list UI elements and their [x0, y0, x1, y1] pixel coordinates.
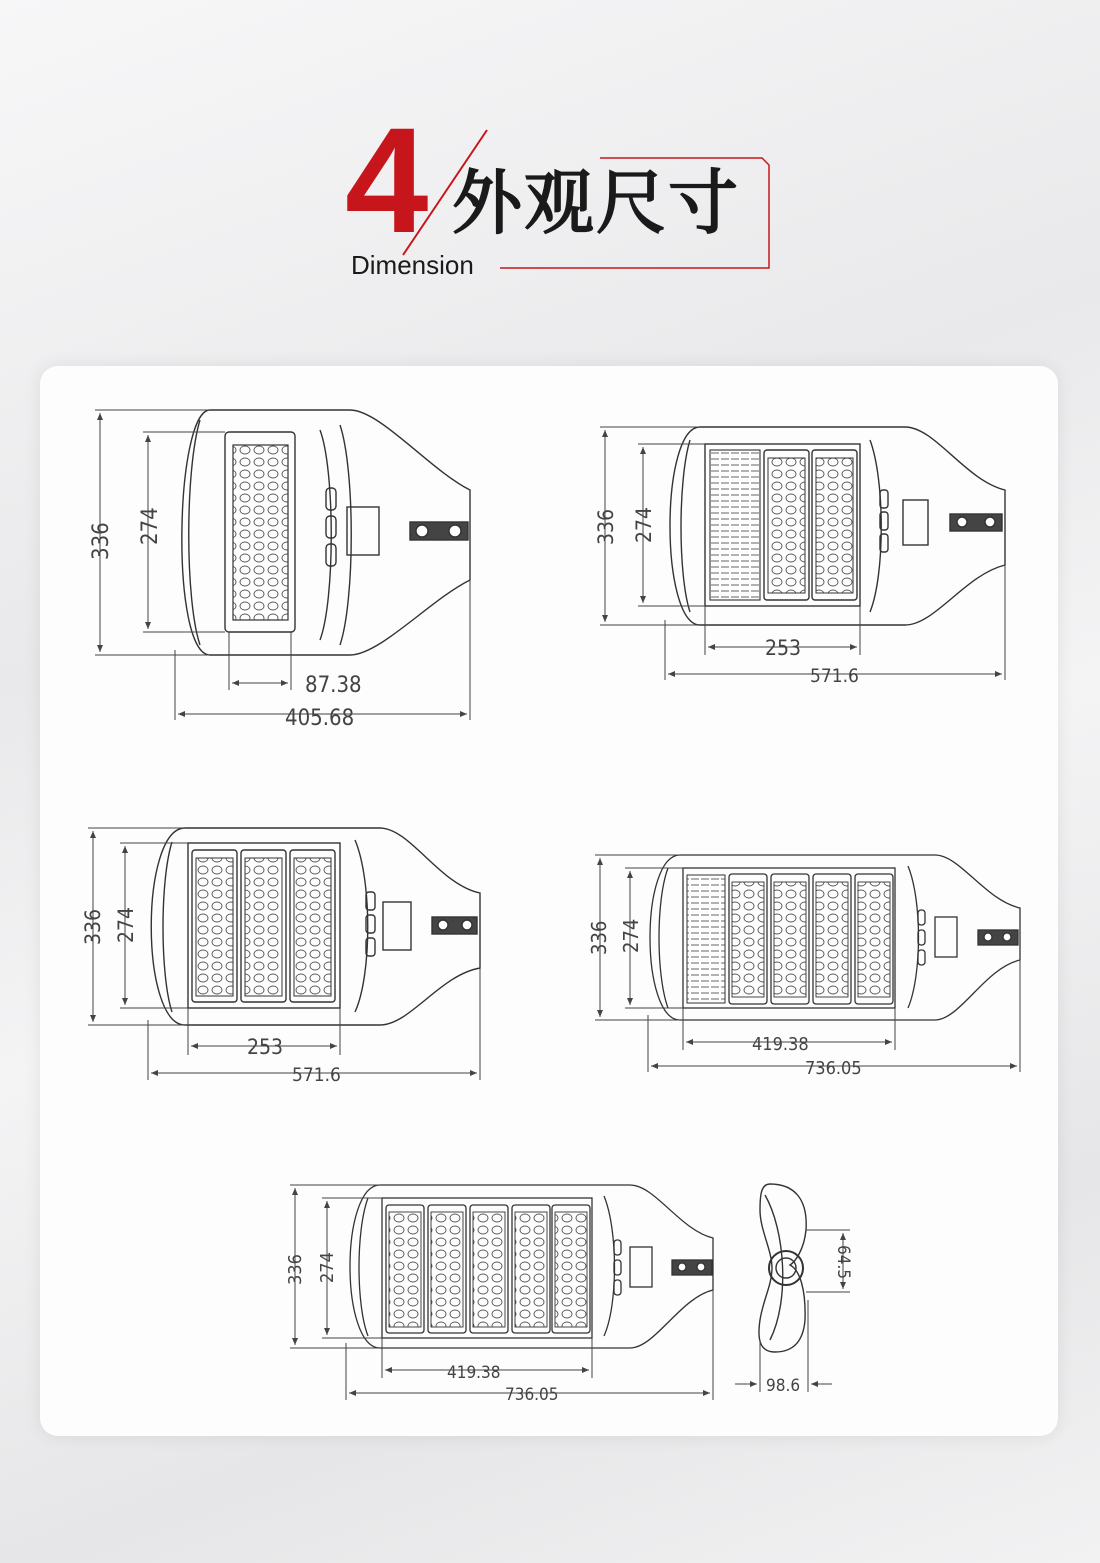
dim-height-outer-5: 336: [285, 1254, 306, 1285]
drawing-model-5: [290, 1185, 713, 1400]
dim-module-width-1: 87.38: [305, 673, 362, 698]
section-number: 4: [345, 96, 425, 264]
dim-height-inner-5: 274: [317, 1252, 338, 1283]
dim-height-outer-4: 336: [587, 920, 611, 955]
dim-height-outer-1: 336: [89, 522, 114, 560]
dim-overall-width-5: 736.05: [505, 1385, 559, 1405]
dim-mount-length: 98.6: [766, 1376, 801, 1396]
dim-module-width-3: 253: [247, 1035, 284, 1059]
drawing-model-2: [600, 427, 1005, 680]
dim-module-width-2: 253: [765, 636, 802, 660]
section-subtitle: Dimension: [351, 250, 474, 280]
drawing-side-view: [735, 1184, 850, 1392]
dim-height-inner-2: 274: [632, 506, 656, 543]
dim-overall-width-1: 405.68: [285, 706, 355, 731]
drawing-model-1: [95, 410, 470, 720]
dim-height-outer-3: 336: [81, 908, 105, 945]
dim-height-inner-1: 274: [138, 507, 163, 545]
dim-module-width-5: 419.38: [447, 1363, 501, 1383]
dim-overall-width-2: 571.6: [810, 665, 859, 687]
dim-pole-diameter: 64.5: [833, 1245, 853, 1280]
section-title: 外观尺寸: [452, 162, 740, 244]
drawing-model-3: [88, 828, 480, 1080]
dim-height-outer-2: 336: [594, 508, 618, 545]
dim-height-inner-4: 274: [619, 918, 643, 953]
dim-overall-width-4: 736.05: [805, 1058, 862, 1079]
dim-height-inner-3: 274: [114, 906, 138, 943]
dim-module-width-4: 419.38: [752, 1034, 809, 1055]
dim-overall-width-3: 571.6: [292, 1064, 341, 1086]
